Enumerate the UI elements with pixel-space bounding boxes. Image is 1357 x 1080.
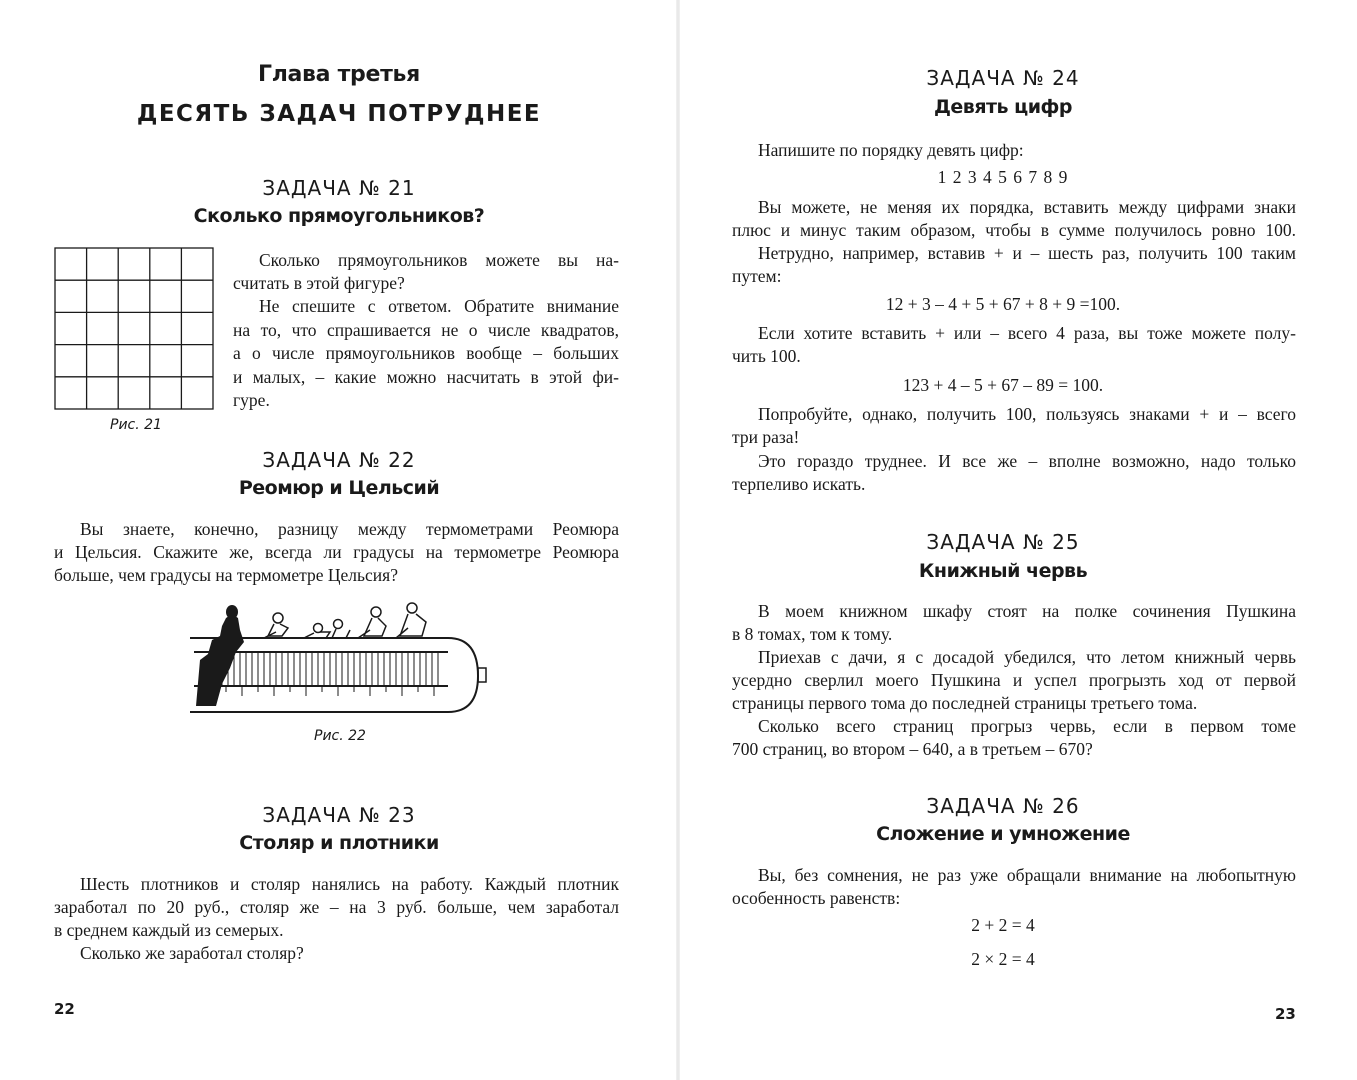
task-23-line-4: Сколько же заработал столяр? bbox=[80, 943, 304, 963]
task-23-line-2: заработал по 20 руб., столяр же – на 3 руб. больше, чем заработал bbox=[54, 897, 619, 917]
task-21-line-3: Не спешите с ответом. Обратите внимание bbox=[259, 296, 619, 316]
task-24-line-1: Напишите по порядку девять цифр: bbox=[758, 140, 1024, 160]
task-25-line-2: в 8 томах, том к тому. bbox=[732, 624, 893, 644]
task-21-line-7: гуре. bbox=[233, 390, 270, 410]
task-25-line-6: Сколько всего страниц прогрыз червь, если в первом томе bbox=[758, 716, 1296, 736]
task-21-title: Сколько прямоугольников? bbox=[193, 205, 485, 227]
task-26-title: Сложение и умножение bbox=[876, 823, 1130, 845]
task-23-line-3: в среднем каждый из семерых. bbox=[54, 920, 284, 940]
task-24-line-5: Нетрудно, например, вставив + и – шесть раз, получить 100 таким bbox=[758, 243, 1296, 263]
task-22-line-1: Вы знаете, конечно, разницу между термометрами Реомюра bbox=[80, 519, 619, 539]
task-24-line-13: Это гораздо труднее. И все же – вполне возможно, надо только bbox=[758, 451, 1296, 471]
task-25-title: Книжный червь bbox=[918, 560, 1088, 582]
task-21-line-2: считать в этой фигуре? bbox=[233, 273, 405, 293]
task-24-line-3: Вы можете, не меняя их порядка, вставить между цифрами знаки bbox=[758, 197, 1296, 217]
task-26-line-2: особенность равенств: bbox=[732, 888, 901, 908]
task-24-title: Девять цифр bbox=[933, 96, 1073, 118]
task-24-line-6: путем: bbox=[732, 266, 782, 286]
task-25-line-3: Приехав с дачи, я с досадой убедился, что летом книжный червь bbox=[758, 647, 1296, 667]
task-25-line-1: В моем книжном шкафу стоят на полке сочинения Пушкина bbox=[758, 601, 1296, 621]
task-21-number: ЗАДАЧА № 21 bbox=[262, 176, 416, 200]
task-24-line-11: Попробуйте, однако, получить 100, пользуясь знаками + и – всего bbox=[758, 404, 1296, 424]
task-21-line-6: и малых, – какие можно насчитать в этой фи- bbox=[233, 367, 619, 387]
task-22-line-3: больше, чем градусы на термометре Цельсия? bbox=[54, 565, 398, 585]
task-24-line-9: чить 100. bbox=[732, 346, 801, 366]
left-page bbox=[0, 0, 678, 1080]
task-24-line-4: плюс и минус таким образом, чтобы в сумме получилось ровно 100. bbox=[732, 220, 1296, 240]
task-21-line-4: на то, что спрашивается не о числе квадратов, bbox=[233, 320, 619, 340]
page-number-right: 23 bbox=[1275, 1005, 1296, 1023]
task-26-equation-2: 2 × 2 = 4 bbox=[971, 949, 1035, 969]
task-26-number: ЗАДАЧА № 26 bbox=[926, 794, 1080, 818]
task-24-number: ЗАДАЧА № 24 bbox=[926, 66, 1080, 90]
task-26-equation-1: 2 + 2 = 4 bbox=[971, 915, 1035, 935]
task-25-line-4: усердно сверлил моего Пушкина и успел прогрызть ход от первой bbox=[732, 670, 1296, 690]
task-21-line-5: а о числе прямоугольников вообще – больших bbox=[233, 343, 619, 363]
task-23-title: Столяр и плотники bbox=[239, 832, 439, 854]
chapter-title: Глава третья bbox=[257, 62, 420, 87]
task-22-number: ЗАДАЧА № 22 bbox=[262, 448, 416, 472]
task-25-line-7: 700 страниц, во втором – 640, а в третьем – 670? bbox=[732, 739, 1093, 759]
task-24-equation-2: 123 + 4 – 5 + 67 – 89 = 100. bbox=[902, 375, 1104, 395]
task-24-line-14: терпеливо искать. bbox=[732, 474, 866, 494]
task-23-number: ЗАДАЧА № 23 bbox=[262, 803, 416, 827]
task-22-line-2: и Цельсия. Скажите же, всегда ли градусы на термометре Реомюра bbox=[54, 542, 619, 562]
task-24-line-8: Если хотите вставить + или – всего 4 раза, вы тоже можете полу- bbox=[758, 323, 1296, 343]
figure-21-grid bbox=[54, 247, 214, 411]
figure-21-caption: Рис. 21 bbox=[110, 417, 162, 433]
task-24-line-12: три раза! bbox=[732, 427, 800, 447]
task-23-line-1: Шесть плотников и столяр нанялись на работу. Каждый плотник bbox=[80, 874, 619, 894]
task-22-title: Реомюр и Цельсий bbox=[238, 477, 440, 499]
right-page bbox=[678, 0, 1357, 1080]
page-number-left: 22 bbox=[54, 1000, 75, 1018]
task-21-line-1: Сколько прямоугольников можете вы на- bbox=[259, 250, 619, 270]
figure-22-caption: Рис. 22 bbox=[314, 728, 366, 744]
chapter-subtitle: ДЕСЯТЬ ЗАДАЧ ПОТРУДНЕЕ bbox=[136, 101, 542, 127]
task-24-digits: 1 2 3 4 5 6 7 8 9 bbox=[937, 167, 1069, 187]
figure-22-thermometer-illustration bbox=[186, 600, 488, 718]
task-26-line-1: Вы, без сомнения, не раз уже обращали внимание на любопытную bbox=[758, 865, 1296, 885]
task-25-line-5: страницы первого тома до последней страницы третьего тома. bbox=[732, 693, 1198, 713]
task-24-equation-1: 12 + 3 – 4 + 5 + 67 + 8 + 9 =100. bbox=[885, 294, 1121, 314]
task-25-number: ЗАДАЧА № 25 bbox=[926, 530, 1080, 554]
